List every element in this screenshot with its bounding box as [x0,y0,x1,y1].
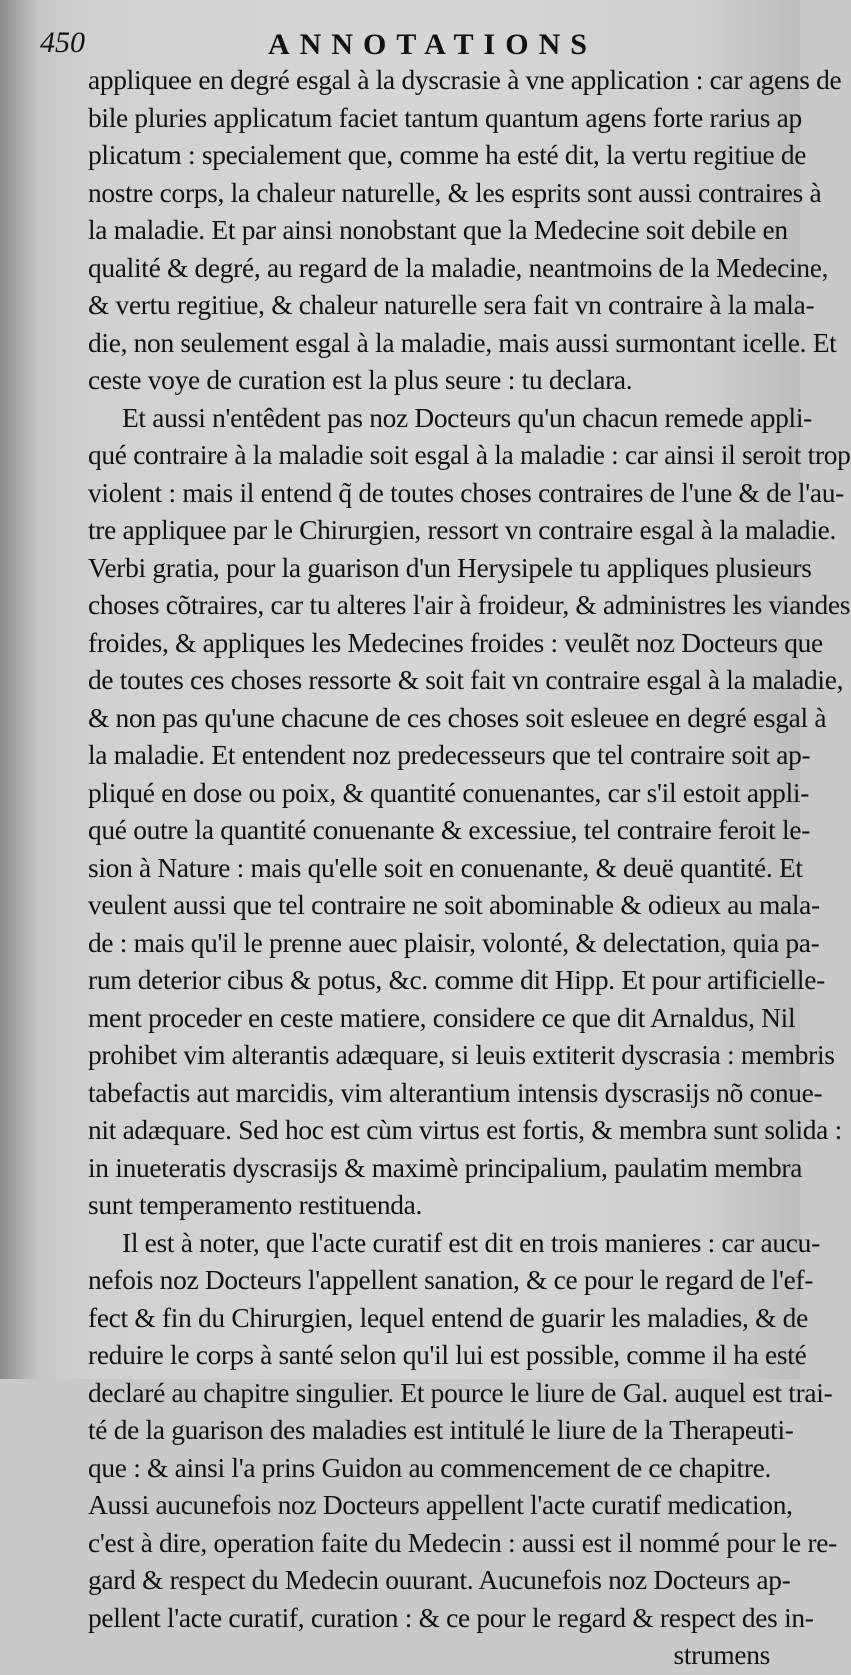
text-line: ment proceder en ceste matiere, considere ce que dit Arnaldus, Nil [88,1002,796,1033]
text-line: sunt temperamento restituenda. [88,1190,423,1220]
running-head: ANNOTATIONS [268,28,597,61]
text-line: que : & ainsi l'a prins Guidon au commencement de ce chapitre. [88,1452,772,1483]
text-line: qué outre la quantité conuenante & excessiue, tel contraire feroit le- [88,815,811,845]
text-line: froides, & appliques les Medecines froides : veulẽt noz Docteurs que [88,627,823,658]
text-line: tabefactis aut marcidis, vim alterantium intensis dyscrasijs nõ conue- [88,1077,823,1108]
text-line: bile pluries applicatum faciet tantum quantum agens forte rarius ap [88,102,802,133]
text-line: rum deterior cibus & potus, &c. comme dit Hipp. Et pour artificielle- [88,965,825,995]
text-line: qualité & degré, au regard de la maladie, neantmoins de la Medecine, [88,252,829,283]
text-line: fect & fin du Chirurgien, lequel entend de guarir les maladies, & de [88,1302,808,1333]
text-line: Verbi gratia, pour la guarison d'un Herysipele tu appliques plusieurs [88,552,812,583]
text-line: & non pas qu'une chacune de ces choses soit esleuee en degré esgal à [88,702,827,733]
page-header [40,22,770,62]
text-line: Aussi aucunefois noz Docteurs appellent l'acte curatif medication, [88,1490,793,1520]
text-line: la maladie. Et par ainsi nonobstant que la Medecine soit debile en [88,215,788,245]
text-line: ceste voye de curation est la plus seure : tu declara. [88,365,633,395]
text-line: plicatum : specialement que, comme ha esté dit, la vertu regitiue de [88,140,807,170]
text-line: nostre corps, la chaleur naturelle, & les esprits sont aussi contraires à [88,177,822,208]
text-line: c'est à dire, operation faite du Medecin : aussi est il nommé pour le re- [88,1527,837,1558]
text-line: die, non seulement esgal à la maladie, mais aussi surmontant icelle. Et [88,327,837,358]
text-line: tre appliquee par le Chirurgien, ressort vn contraire esgal à la maladie. [88,515,837,545]
text-line: qué contraire à la maladie soit esgal à la maladie : car ainsi il seroit trop [88,440,851,470]
text-line: in inueteratis dyscrasijs & maximè principalium, paulatim membra [88,1152,803,1183]
paragraph-start-line: Et aussi n'entêdent pas noz Docteurs qu'un chacun remede appli- [122,402,812,433]
paragraph-start-line: Il est à noter, que l'acte curatif est dit en trois manieres : car aucu- [122,1227,820,1258]
text-line: veulent aussi que tel contraire ne soit abominable & odieux au mala- [88,890,820,920]
text-line: prohibet vim alterantis adæquare, si leuis extiterit dyscrasia : membris [88,1040,835,1070]
text-line: té de la guarison des maladies est intitulé le liure de la Therapeuti- [88,1415,794,1445]
text-line: nefois noz Docteurs l'appellent sanation, & ce pour le regard de l'ef- [88,1265,814,1295]
text-line: violent : mais il entend q̃ de toutes choses contraires de l'une & de l'au- [88,477,844,508]
text-line: appliquee en degré esgal à la dyscrasie à vne application : car agens de [88,65,842,95]
text-line: de : mais qu'il le prenne auec plaisir, volonté, & delectation, quia pa- [88,927,820,958]
text-line: choses cõtraires, car tu alteres l'air à froideur, & administres les viandes [88,590,851,620]
page-number: 450 [40,26,85,59]
text-line: sion à Nature : mais qu'elle soit en conuenante, & deuë quantité. Et [88,852,803,883]
body-text [88,62,851,1675]
gutter-shadow [0,0,40,1379]
text-line: pliqué en dose ou poix, & quantité conuenantes, car s'il estoit appli- [88,777,810,808]
text-line: de toutes ces choses ressorte & soit fait vn contraire esgal à la maladie, [88,665,844,695]
text-line: & vertu regitiue, & chaleur naturelle sera fait vn contraire à la mala- [88,290,815,320]
catchword: strumens [673,1640,770,1670]
text-line: gard & respect du Medecin ouurant. Aucunefois noz Docteurs ap- [88,1565,791,1595]
text-line: pellent l'acte curatif, curation : & ce pour le regard & respect des in- [88,1602,814,1633]
text-line: la maladie. Et entendent noz predecesseurs que tel contraire soit ap- [88,740,811,770]
text-line: reduire le corps à santé selon qu'il lui est possible, comme il ha esté [88,1340,807,1370]
text-line: nit adæquare. Sed hoc est cùm virtus est fortis, & membra sunt solida : [88,1115,842,1145]
text-line: declaré au chapitre singulier. Et pource le liure de Gal. auquel est trai- [88,1377,833,1408]
